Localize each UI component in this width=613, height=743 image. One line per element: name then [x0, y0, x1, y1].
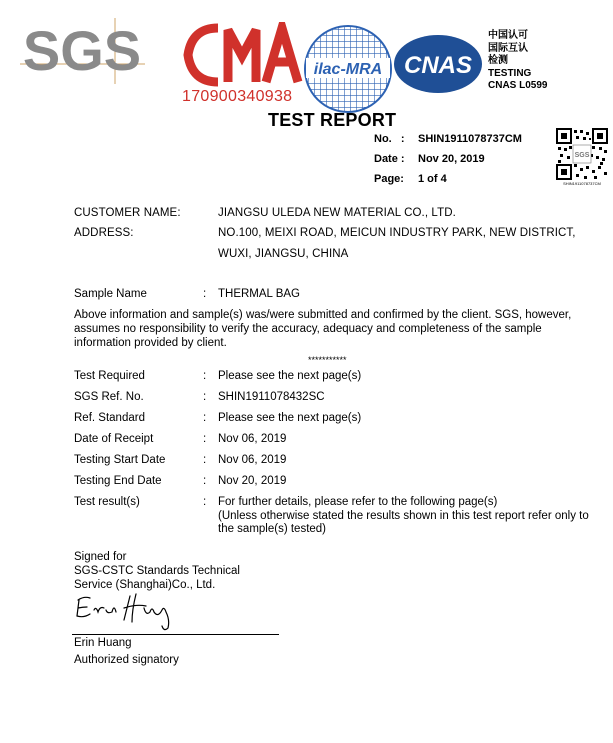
address-line-2: WUXI, JIANGSU, CHINA: [218, 248, 349, 260]
field-value: Nov 20, 2019: [218, 475, 287, 487]
address-label: ADDRESS:: [74, 227, 134, 239]
cnas-accreditation-text: [488, 30, 547, 93]
field-label: SGS Ref. No.: [74, 391, 144, 403]
cnas-line: 国际互认: [488, 42, 528, 54]
cma-number: 170900340938: [182, 88, 293, 105]
signatory-role: Authorized signatory: [74, 654, 179, 666]
sample-name-label: Sample Name: [74, 288, 147, 300]
report-no-label: No. :: [374, 133, 405, 145]
field-label: Test Required: [74, 370, 145, 382]
field-value: SHIN1911078432SC: [218, 391, 325, 403]
field-value: Please see the next page(s): [218, 370, 362, 382]
report-date-label: Date :: [374, 153, 405, 165]
test-result-line: (Unless otherwise stated the results shown in this test report refer only to: [218, 509, 589, 522]
colon: :: [203, 496, 207, 508]
cnas-logo: [392, 33, 484, 95]
signed-org-line: SGS-CSTC Standards Technical: [74, 565, 240, 577]
signatory-name: Erin Huang: [74, 637, 132, 649]
qr-caption: SHIN1911078737CM: [563, 181, 601, 186]
handwritten-signature: [74, 590, 184, 639]
colon: :: [203, 412, 207, 424]
ilac-mra-logo: [302, 23, 394, 115]
ilac-logo-text: ilac-MRA: [313, 61, 383, 78]
separator: ***********: [308, 355, 347, 365]
colon: :: [203, 433, 207, 445]
signed-for-block: [74, 550, 240, 592]
colon: :: [203, 475, 207, 487]
cnas-line: TESTING: [488, 67, 532, 79]
sample-name-value: THERMAL BAG: [218, 288, 301, 300]
field-value: Please see the next page(s): [218, 412, 362, 424]
test-result-line: the sample(s) tested): [218, 523, 327, 535]
test-result-line: For further details, please refer to the following page(s): [218, 496, 498, 508]
address-line-1: NO.100, MEIXI ROAD, MEICUN INDUSTRY PARK, NEW DISTRICT,: [218, 227, 576, 239]
customer-name-label: CUSTOMER NAME:: [74, 207, 181, 219]
signed-org-line: Service (Shanghai)Co., Ltd.: [74, 579, 216, 591]
field-value: Nov 06, 2019: [218, 433, 287, 445]
colon: :: [203, 288, 207, 300]
cnas-line: 中国认可: [488, 30, 528, 41]
signed-for-text: Signed for: [74, 551, 127, 563]
sgs-logo: [20, 18, 145, 84]
disclaimer-text: Above information and sample(s) was/were submitted and confirmed by the client. SGS, however, assumes no responsibility to verify the accuracy, adequacy and completeness of the sample information provided by client.: [74, 309, 572, 349]
field-label: Testing End Date: [74, 475, 162, 487]
colon: :: [203, 370, 207, 382]
report-no-value: SHIN1911078737CM: [418, 133, 522, 145]
test-result-value: [218, 496, 589, 537]
report-title: TEST REPORT: [268, 110, 397, 130]
cnas-logo-text: CNAS: [403, 52, 473, 79]
customer-name-value: JIANGSU ULEDA NEW MATERIAL CO., LTD.: [218, 207, 456, 219]
cnas-line: 检测: [488, 55, 508, 66]
signature-line: [72, 634, 279, 635]
sgs-logo-text: SGS: [22, 19, 142, 82]
field-label: Ref. Standard: [74, 412, 145, 424]
qr-code: [556, 128, 608, 180]
qr-sgs-text: SGS: [574, 152, 590, 159]
field-label: Date of Receipt: [74, 433, 154, 445]
report-page-value: 1 of 4: [418, 173, 447, 185]
field-value: Nov 06, 2019: [218, 454, 287, 466]
report-date-value: Nov 20, 2019: [418, 153, 485, 165]
cnas-line: CNAS L0599: [488, 80, 548, 91]
test-result-label: Test result(s): [74, 496, 140, 508]
report-page-label: Page:: [374, 173, 404, 185]
colon: :: [203, 454, 207, 466]
colon: :: [203, 391, 207, 403]
field-label: Testing Start Date: [74, 454, 166, 466]
